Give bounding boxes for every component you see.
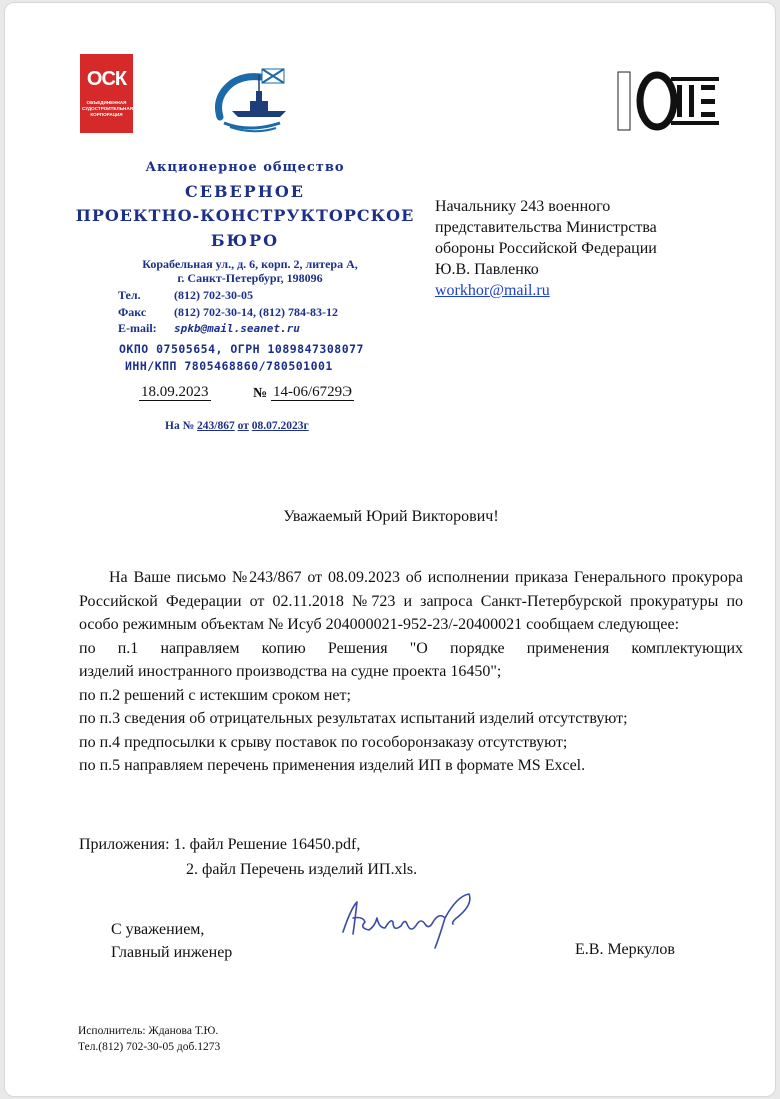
org-fax-value: (812) 702-30-14, (812) 784-83-12 (174, 305, 338, 319)
signature-icon (335, 888, 485, 953)
reply-reference (165, 420, 309, 432)
attachments (79, 832, 579, 882)
closing-position: Главный инженер (111, 944, 233, 961)
executor-name: Исполнитель: Жданова Т.Ю. (78, 1025, 219, 1037)
addressee-email-link[interactable]: workhor@mail.ru (435, 282, 550, 299)
org-email (118, 321, 300, 336)
letter-page (4, 2, 776, 1097)
letter-date-value: 18.09.2023 (141, 384, 209, 400)
addressee-line4: Ю.В. Павленко (435, 261, 539, 278)
org-phone-label: Тел. (118, 288, 141, 302)
body-item5: по п.5 направляем перечень применения изделий ИП в формате MS Excel. (79, 757, 586, 774)
letter-number-label: № (253, 386, 268, 401)
body-item2: по п.2 решений с истекшим сроком нет; (79, 686, 351, 704)
ship-emblem-icon (210, 67, 294, 135)
reply-ref-number: 243/867 (197, 420, 235, 432)
addressee-line2: представительства Министрства (435, 219, 657, 236)
org-phone (118, 288, 253, 303)
closing-block (111, 918, 232, 964)
attachments-label: Приложения: (79, 836, 170, 853)
body-item1-line1: по п.1 направляем копию Решения "О порядке применения комплектующих (79, 639, 743, 657)
org-email-value: spkb@mail.seanet.ru (174, 322, 300, 335)
osk-logo (80, 54, 133, 133)
body-item3: по п.3 сведения об отрицательных результатах испытаний изделий отсутствуют; (79, 710, 628, 727)
certification-logo-icon (617, 71, 725, 131)
org-name-line1: СЕВЕРНОЕ (185, 182, 305, 201)
org-address-line2: г. Санкт-Петербург, 198096 (177, 271, 323, 285)
org-okpo: ОКПО 07505654, ОГРН 1089847308077 (119, 342, 364, 356)
addressee-line1: Начальнику 243 военного (435, 198, 611, 215)
org-name-line3: БЮРО (210, 231, 280, 250)
addressee-line3: обороны Российской Федерации (435, 240, 657, 257)
greeting: Уважаемый Юрий Викторович! (283, 508, 499, 525)
body-item4: по п.4 предпосылки к срыву поставок по гособоронзаказу отсутствуют; (79, 733, 568, 751)
letter-number (271, 384, 354, 401)
org-phone-value: (812) 702-30-05 (174, 288, 253, 302)
certification-logo (617, 71, 725, 131)
attachment-item1: 1. файл Решение 16450.pdf, (173, 836, 361, 853)
osk-logo-caption: ОБЪЕДИНЕННАЯ СУДОСТРОИТЕЛЬНАЯ КОРПОРАЦИЯ (82, 100, 133, 117)
addressee-block (435, 196, 735, 301)
letter-number-value: 14-06/6729Э (273, 384, 353, 400)
attachment-item2: 2. файл Перечень изделий ИП.xls. (186, 861, 418, 878)
reply-ref-from: от (237, 420, 249, 432)
closing-regards: С уважением, (111, 921, 205, 938)
org-inn: ИНН/КПП 7805468860/780501001 (125, 359, 333, 373)
org-type: Акционерное общество (145, 160, 345, 175)
signer-name: Е.В. Меркулов (575, 941, 675, 958)
letter-date (139, 384, 211, 401)
org-address-line1: Корабельная ул., д. 6, корп. 2, литера А, (142, 257, 358, 271)
reply-ref-prefix: На № (165, 420, 195, 432)
letter-body (79, 566, 743, 778)
org-name-line2: ПРОЕКТНО-КОНСТРУКТОРСКОЕ (75, 206, 415, 225)
org-fax-label: Факс (118, 305, 147, 319)
executor-block (78, 1023, 220, 1055)
executor-phone: Тел.(812) 702-30-05 доб.1273 (78, 1041, 221, 1053)
reply-ref-date: 08.07.2023г (251, 420, 309, 432)
osk-logo-mark: ОСК (86, 68, 127, 90)
org-email-label: E-mail: (118, 321, 157, 335)
body-item1-line2: изделий иностранного производства на судне проекта 16450"; (79, 663, 502, 680)
body-intro: На Ваше письмо №243/867 от 08.09.2023 об исполнении приказа Генерального прокурора Российской Федерации от 02.11.2018 №723 и запроса Санкт-Петербурской прокуратуры по особо режимным объектам № Исуб 204000021-952-23/-20400021 сообщаем следующее: (79, 569, 743, 633)
org-fax (118, 305, 338, 320)
